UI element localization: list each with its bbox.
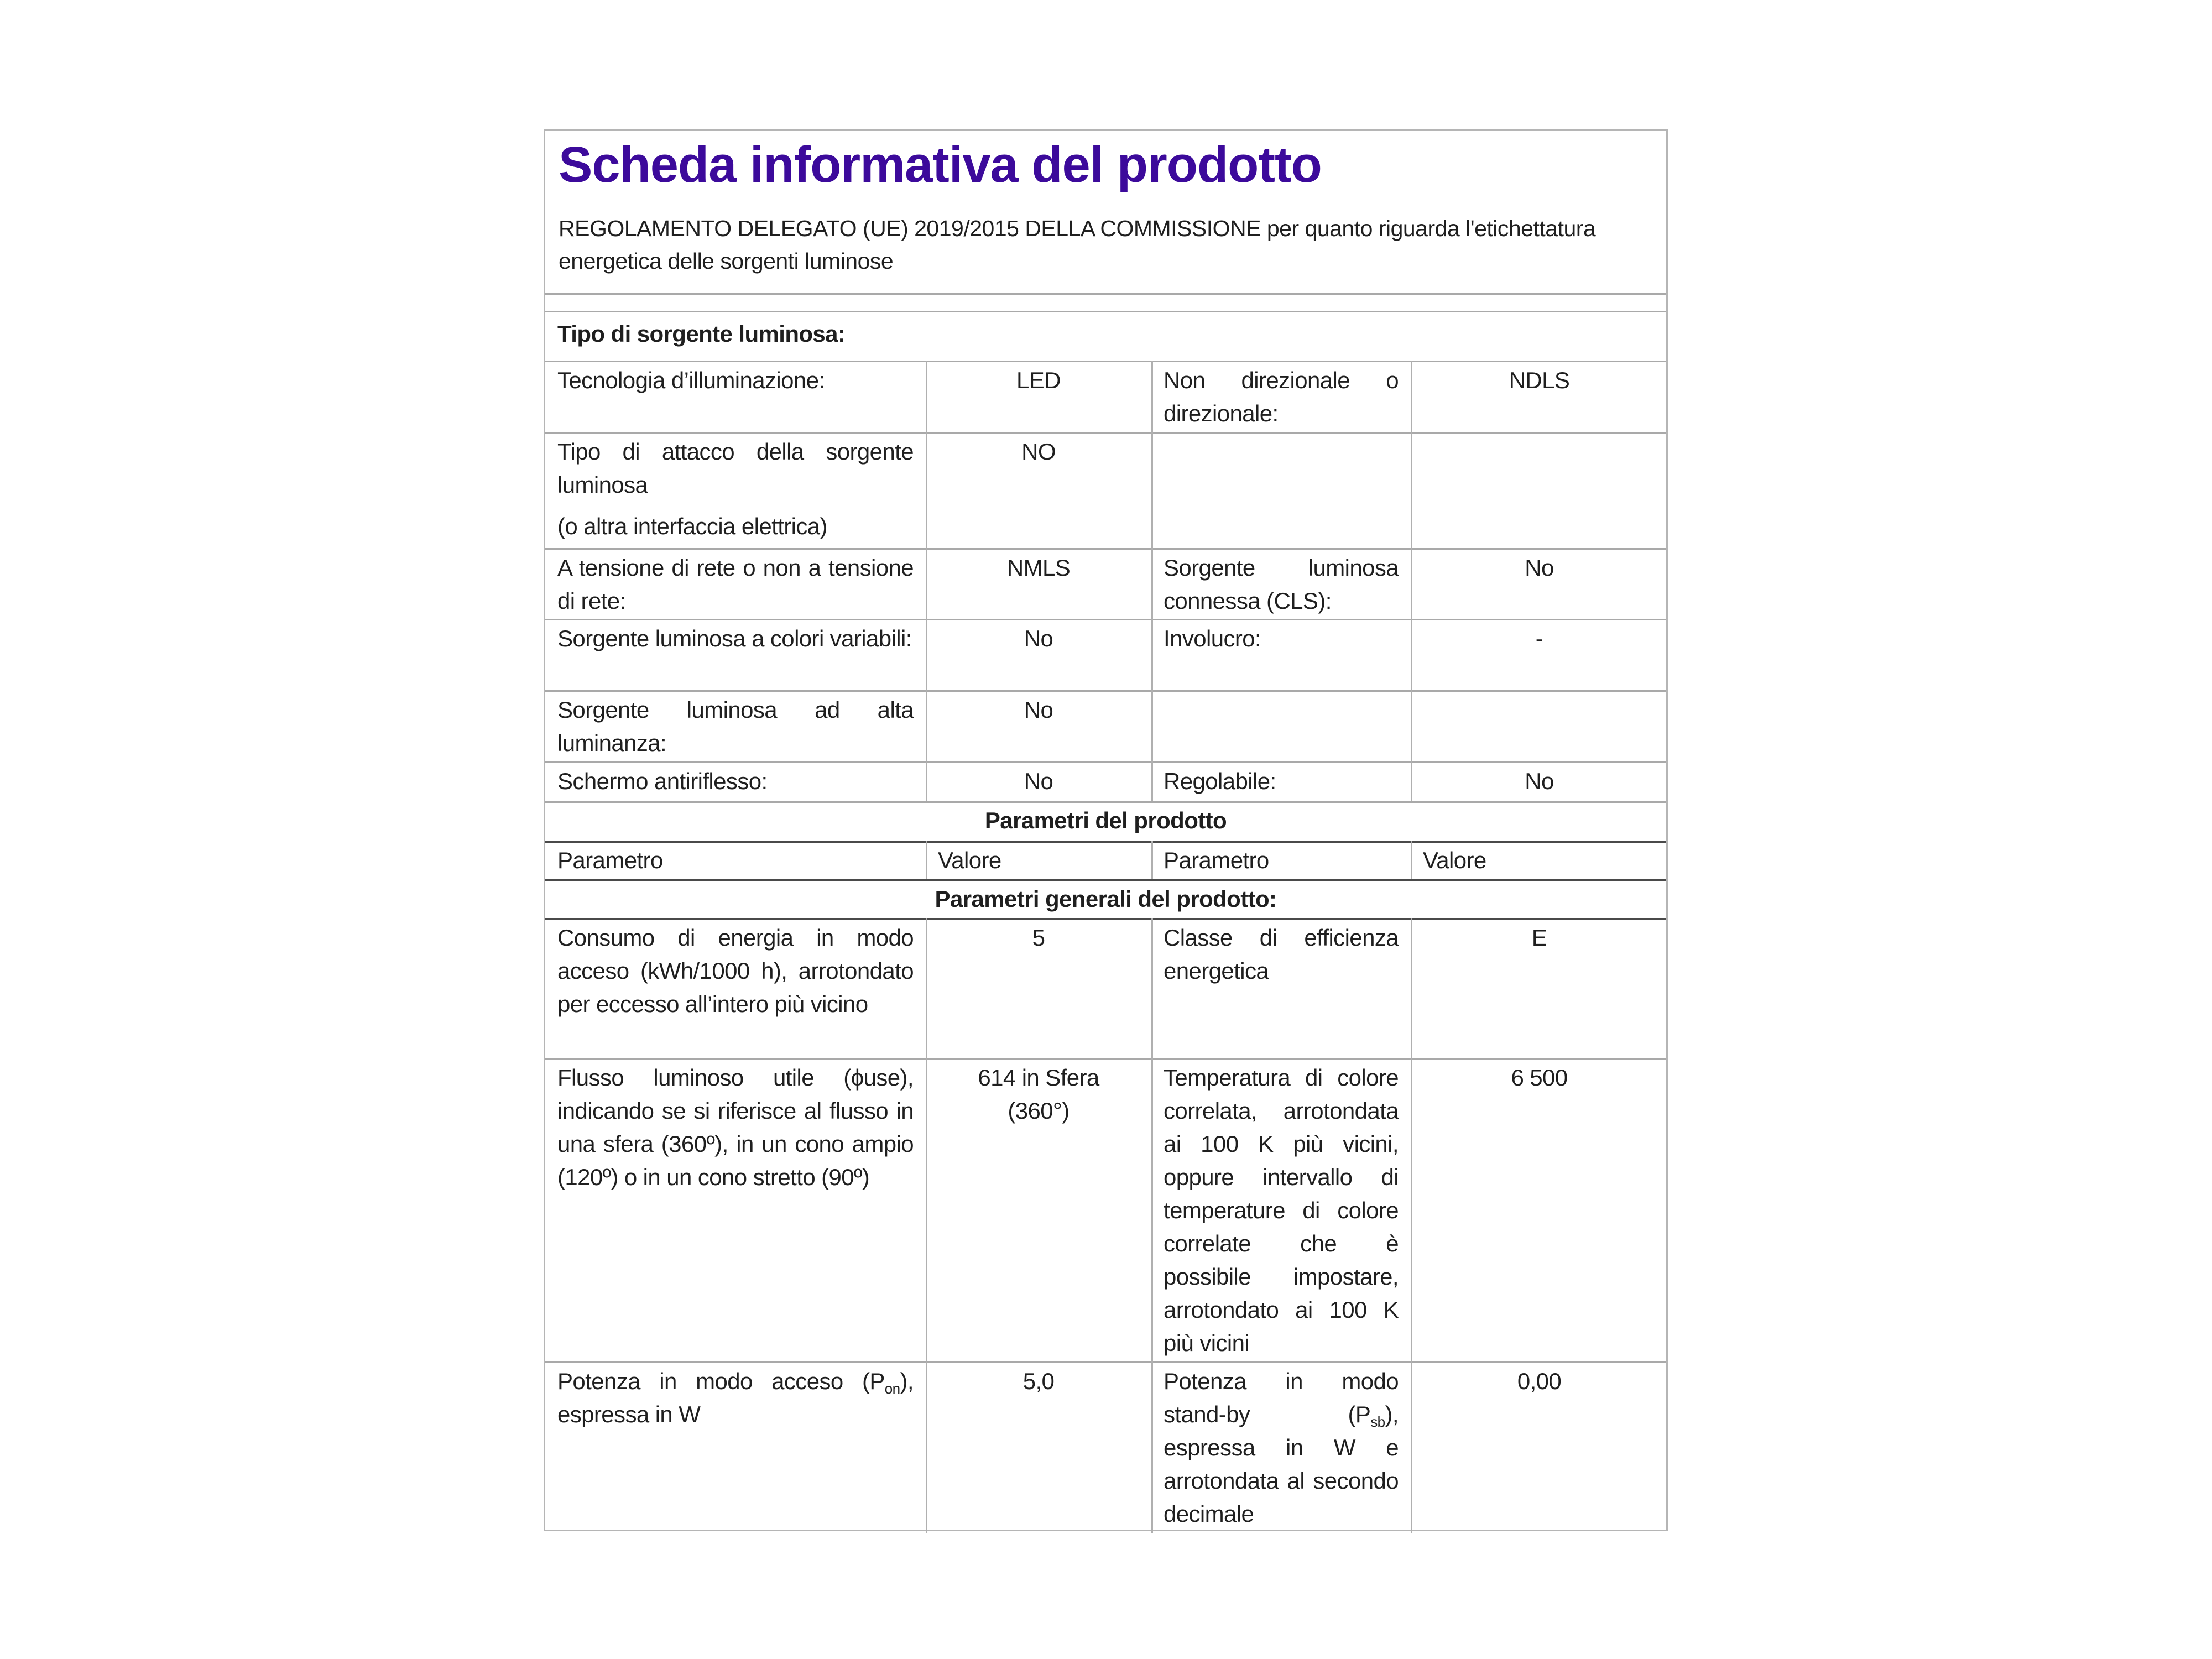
label-text: ), espressa in W e arrotondata al secondo decimale [1164,1401,1399,1527]
param-value: E [1531,925,1547,951]
param-value: 5,0 [1022,1368,1055,1394]
divider [545,918,1666,920]
row-label: Non direzionale o direzionale: [1164,367,1399,426]
param-label-power-on [545,1365,926,1431]
param-label: Consumo di energia in modo acceso (kWh/1000 h), arrotondato per eccesso all’intero più vicino [557,925,914,1017]
column-header: Valore [938,847,1001,873]
row-value: No [1525,555,1554,581]
row-value: No [1024,625,1053,651]
param-value: 5 [1032,925,1045,951]
label-subscript: sb [1370,1413,1385,1430]
divider [545,311,1666,312]
divider [545,1361,1666,1363]
divider [545,432,1666,434]
label-text: Potenza in modo acceso (P [557,1368,885,1394]
row-label: A tensione di rete o non a tensione di rete: [557,555,914,614]
row-value: NO [1021,439,1056,465]
row-value: No [1024,697,1053,723]
row-value: NDLS [1509,367,1570,393]
param-value: 614 in Sfera (360°) [978,1065,1099,1124]
param-value: 6 500 [1511,1065,1568,1091]
label-text: Potenza in modo stand-by (P [1164,1368,1399,1427]
divider [545,690,1666,692]
divider [545,879,1666,881]
section-heading-parameters: Parametri del prodotto [984,807,1227,833]
param-label: Temperatura di colore correlata, arrotondata ai 100 K più vicini, oppure intervallo di temperature di colore correlate che è possibile impostare, arrotondato ai 100 K più vicini [1164,1065,1399,1356]
product-information-sheet [544,129,1668,1531]
divider [545,361,1666,362]
column-divider [926,918,927,1533]
page-title: Scheda informativa del prodotto [559,137,1322,193]
row-label: Tecnologia d’illuminazione: [557,367,825,393]
row-value: No [1024,768,1053,794]
row-label: Tipo di attacco della sorgente luminosa [557,439,914,498]
row-value: LED [1016,367,1061,393]
row-label: Involucro: [1164,625,1261,651]
param-label: Classe di efficienza energetica [1164,925,1399,984]
row-value: - [1535,625,1543,651]
row-label: Schermo antiriflesso: [557,768,768,794]
column-header: Parametro [1164,847,1269,873]
regulation-subtitle: REGOLAMENTO DELEGATO (UE) 2019/2015 DELLA COMMISSIONE per quanto riguarda l'etichettatura energetica delle sorgenti luminose [559,216,1596,274]
divider [545,1058,1666,1060]
param-label-power-standby [1151,1365,1411,1531]
divider [545,841,1666,843]
divider [545,801,1666,803]
param-label: Flusso luminoso utile (ϕuse), indicando se si riferisce al flusso in una sfera (360º), in un cono ampio (120º) o in un cono stretto (90º) [557,1065,914,1190]
column-header: Parametro [557,847,663,873]
row-value: NMLS [1006,555,1071,581]
label-text: ), espressa in W [557,1368,914,1427]
divider [545,548,1666,550]
row-note: (o altra interfaccia elettrica) [557,513,827,539]
section-heading-light-source: Tipo di sorgente luminosa: [557,321,846,347]
row-value: No [1525,768,1554,794]
param-value: 0,00 [1517,1368,1562,1394]
label-subscript: on [884,1380,900,1397]
subsection-heading-general: Parametri generali del prodotto: [935,886,1277,912]
row-label: Sorgente luminosa connessa (CLS): [1164,555,1399,614]
divider [545,619,1666,620]
row-label: Regolabile: [1164,768,1276,794]
divider [545,761,1666,763]
divider [545,293,1666,295]
row-label: Sorgente luminosa ad alta luminanza: [557,697,914,756]
row-label: Sorgente luminosa a colori variabili: [557,625,912,651]
column-divider [1411,918,1412,1533]
column-header: Valore [1423,847,1486,873]
